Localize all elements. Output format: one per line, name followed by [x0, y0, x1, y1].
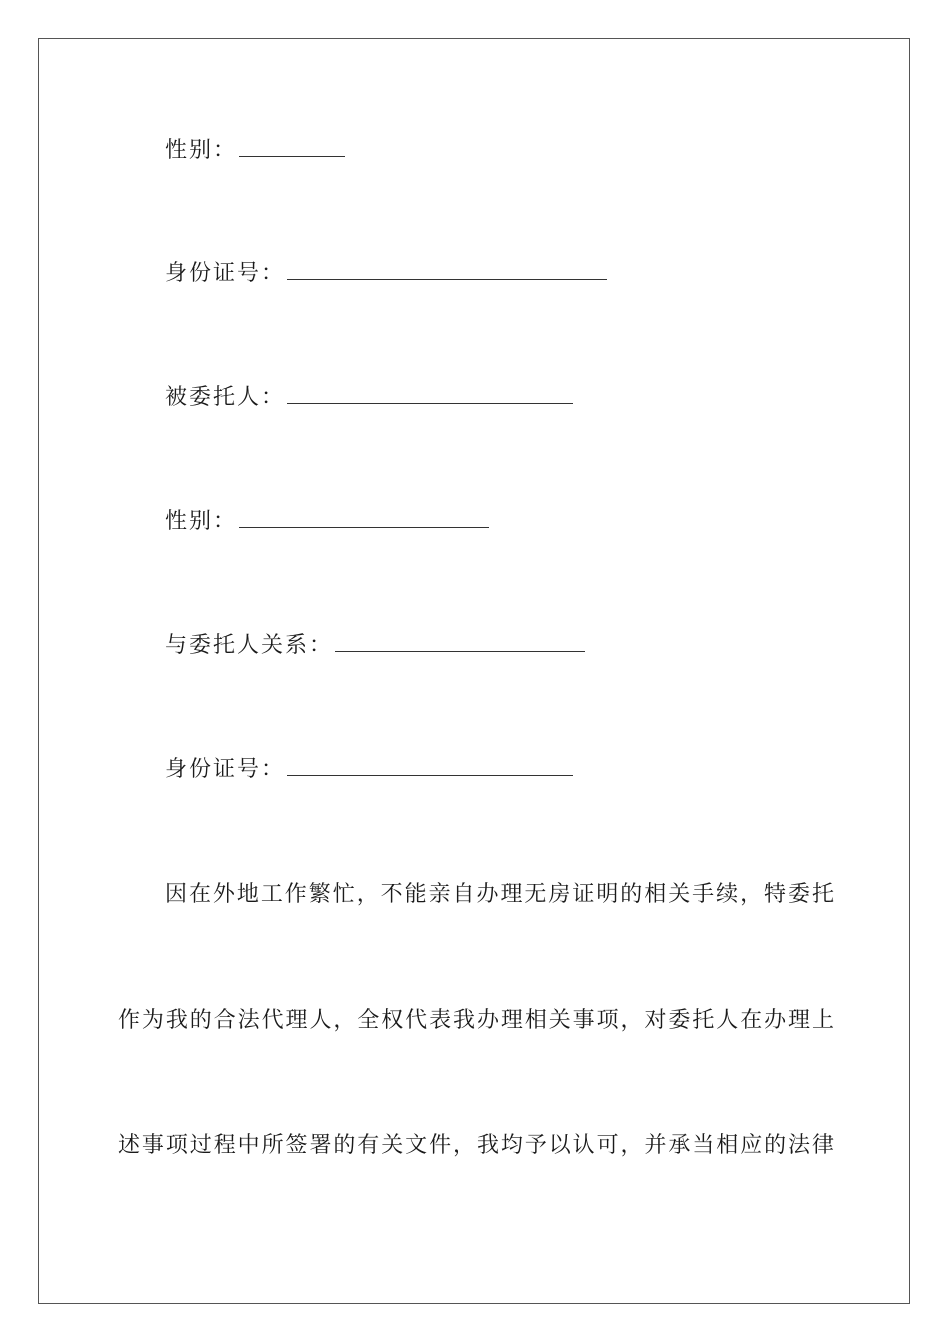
field-gender-1 — [165, 136, 345, 166]
fill-blank[interactable] — [335, 631, 585, 652]
fill-blank[interactable] — [287, 383, 573, 404]
field-label: 与委托人关系： — [165, 633, 334, 658]
field-label: 性别： — [165, 509, 238, 534]
field-id-number-1 — [165, 259, 607, 289]
field-label: 被委托人： — [165, 385, 286, 410]
fill-blank[interactable] — [239, 507, 489, 528]
fill-blank[interactable] — [239, 136, 345, 157]
fill-blank[interactable] — [287, 755, 573, 776]
page-frame — [38, 38, 910, 1304]
field-label: 身份证号： — [165, 261, 286, 286]
paragraph-line: 因在外地工作繁忙，不能亲自办理无房证明的相关手续，特委托 — [165, 882, 834, 907]
field-relationship — [165, 631, 585, 661]
paragraph-line: 述事项过程中所签署的有关文件，我均予以认可，并承当相应的法律 — [118, 1133, 834, 1158]
field-trustee — [165, 383, 573, 413]
field-label: 身份证号： — [165, 757, 286, 782]
field-gender-2 — [165, 507, 489, 537]
field-label: 性别： — [165, 138, 238, 163]
paragraph-line: 作为我的合法代理人，全权代表我办理相关事项，对委托人在办理上 — [118, 1008, 834, 1033]
fill-blank[interactable] — [287, 259, 607, 280]
field-id-number-2 — [165, 755, 573, 785]
